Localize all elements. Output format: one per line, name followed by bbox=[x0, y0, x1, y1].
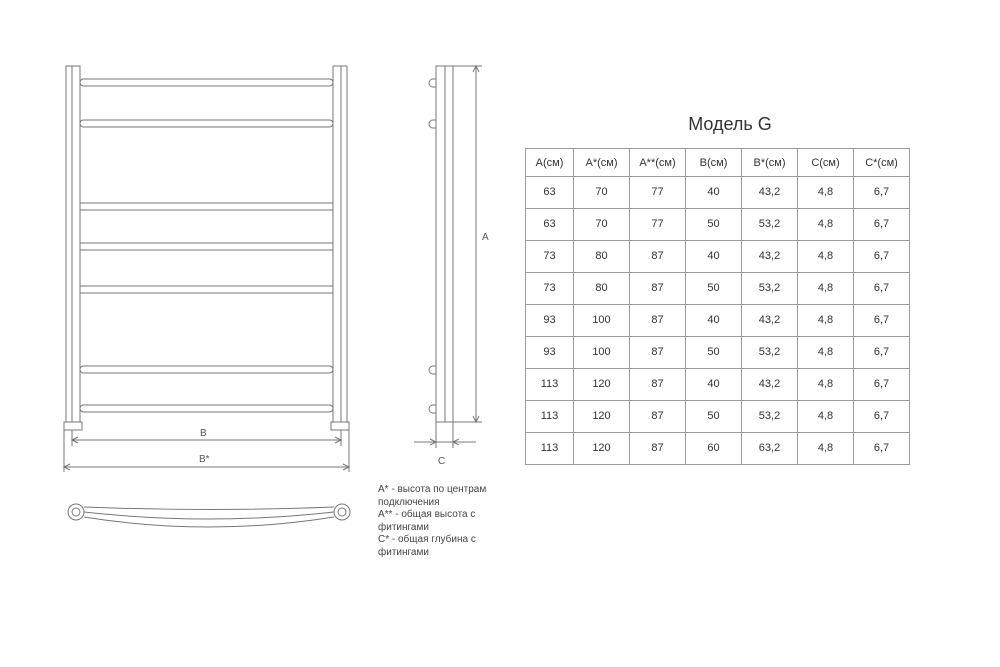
table-cell: 73 bbox=[526, 241, 574, 273]
table-row bbox=[526, 401, 910, 433]
table-cell: 4,8 bbox=[798, 433, 854, 465]
table-cell: 4,8 bbox=[798, 305, 854, 337]
table-cell: 6,7 bbox=[854, 337, 910, 369]
table-cell: 43,2 bbox=[742, 305, 798, 337]
table-row bbox=[526, 241, 910, 273]
table-cell: 50 bbox=[686, 273, 742, 305]
table-cell: 40 bbox=[686, 177, 742, 209]
header-a-double-star: А**(см) bbox=[630, 149, 686, 177]
table-cell: 50 bbox=[686, 209, 742, 241]
table-cell: 4,8 bbox=[798, 209, 854, 241]
table-row bbox=[526, 273, 910, 305]
table-cell: 6,7 bbox=[854, 433, 910, 465]
table-cell: 120 bbox=[574, 433, 630, 465]
table-cell: 6,7 bbox=[854, 177, 910, 209]
table-cell: 87 bbox=[630, 433, 686, 465]
table-cell: 113 bbox=[526, 433, 574, 465]
table-cell: 50 bbox=[686, 401, 742, 433]
table-cell: 6,7 bbox=[854, 209, 910, 241]
header-c-star: С*(см) bbox=[854, 149, 910, 177]
dimensions-table bbox=[525, 148, 910, 465]
table-row bbox=[526, 177, 910, 209]
table-cell: 43,2 bbox=[742, 369, 798, 401]
table-cell: 6,7 bbox=[854, 273, 910, 305]
table-row bbox=[526, 337, 910, 369]
table-cell: 6,7 bbox=[854, 305, 910, 337]
note-c-star: С* - общая глубина с фитингами bbox=[378, 534, 476, 558]
table-cell: 4,8 bbox=[798, 401, 854, 433]
table-cell: 4,8 bbox=[798, 241, 854, 273]
table-cell: 4,8 bbox=[798, 337, 854, 369]
table-cell: 53,2 bbox=[742, 209, 798, 241]
table-cell: 53,2 bbox=[742, 337, 798, 369]
table-cell: 40 bbox=[686, 369, 742, 401]
table-cell: 40 bbox=[686, 305, 742, 337]
table-row bbox=[526, 433, 910, 465]
table-cell: 50 bbox=[686, 337, 742, 369]
table-cell: 53,2 bbox=[742, 401, 798, 433]
table-cell: 87 bbox=[630, 369, 686, 401]
table-cell: 40 bbox=[686, 241, 742, 273]
table-cell: 70 bbox=[574, 209, 630, 241]
table-cell: 87 bbox=[630, 337, 686, 369]
table-row bbox=[526, 369, 910, 401]
table-cell: 73 bbox=[526, 273, 574, 305]
table-cell: 63 bbox=[526, 209, 574, 241]
table-cell: 80 bbox=[574, 273, 630, 305]
header-b: В(см) bbox=[686, 149, 742, 177]
dimension-b-label: B bbox=[200, 428, 207, 439]
front-view bbox=[64, 66, 349, 472]
table-cell: 6,7 bbox=[854, 401, 910, 433]
table-cell: 87 bbox=[630, 241, 686, 273]
side-view bbox=[414, 66, 482, 448]
dimension-notes bbox=[378, 484, 508, 559]
table-cell: 87 bbox=[630, 401, 686, 433]
table-cell: 77 bbox=[630, 209, 686, 241]
header-a: А(см) bbox=[526, 149, 574, 177]
table-cell: 113 bbox=[526, 369, 574, 401]
table-cell: 77 bbox=[630, 177, 686, 209]
table-cell: 87 bbox=[630, 273, 686, 305]
note-a-star: А* - высота по центрам подключения bbox=[378, 484, 487, 508]
table-cell: 100 bbox=[574, 337, 630, 369]
table-cell: 4,8 bbox=[798, 177, 854, 209]
table-cell: 70 bbox=[574, 177, 630, 209]
table-row bbox=[526, 305, 910, 337]
top-view bbox=[68, 504, 350, 527]
dimension-c-label: C bbox=[438, 456, 446, 467]
table-cell: 4,8 bbox=[798, 369, 854, 401]
table-cell: 113 bbox=[526, 401, 574, 433]
table-row bbox=[526, 209, 910, 241]
table-cell: 120 bbox=[574, 369, 630, 401]
table-cell: 43,2 bbox=[742, 177, 798, 209]
table-cell: 120 bbox=[574, 401, 630, 433]
table-cell: 60 bbox=[686, 433, 742, 465]
table-cell: 6,7 bbox=[854, 369, 910, 401]
table-cell: 93 bbox=[526, 305, 574, 337]
table-cell: 63,2 bbox=[742, 433, 798, 465]
model-title: Модель G bbox=[688, 114, 772, 134]
table-header-row bbox=[526, 149, 910, 177]
table-cell: 63 bbox=[526, 177, 574, 209]
header-b-star: В*(см) bbox=[742, 149, 798, 177]
table-cell: 100 bbox=[574, 305, 630, 337]
table-cell: 43,2 bbox=[742, 241, 798, 273]
table-cell: 87 bbox=[630, 305, 686, 337]
table-cell: 53,2 bbox=[742, 273, 798, 305]
dimension-b-star-label: B* bbox=[199, 454, 210, 465]
table-cell: 4,8 bbox=[798, 273, 854, 305]
table-cell: 80 bbox=[574, 241, 630, 273]
dimension-a-label: A bbox=[482, 232, 489, 243]
table-cell: 93 bbox=[526, 337, 574, 369]
note-a-double-star: А** - общая высота с фитингами bbox=[378, 509, 476, 533]
header-c: С(см) bbox=[798, 149, 854, 177]
table-cell: 6,7 bbox=[854, 241, 910, 273]
header-a-star: А*(см) bbox=[574, 149, 630, 177]
